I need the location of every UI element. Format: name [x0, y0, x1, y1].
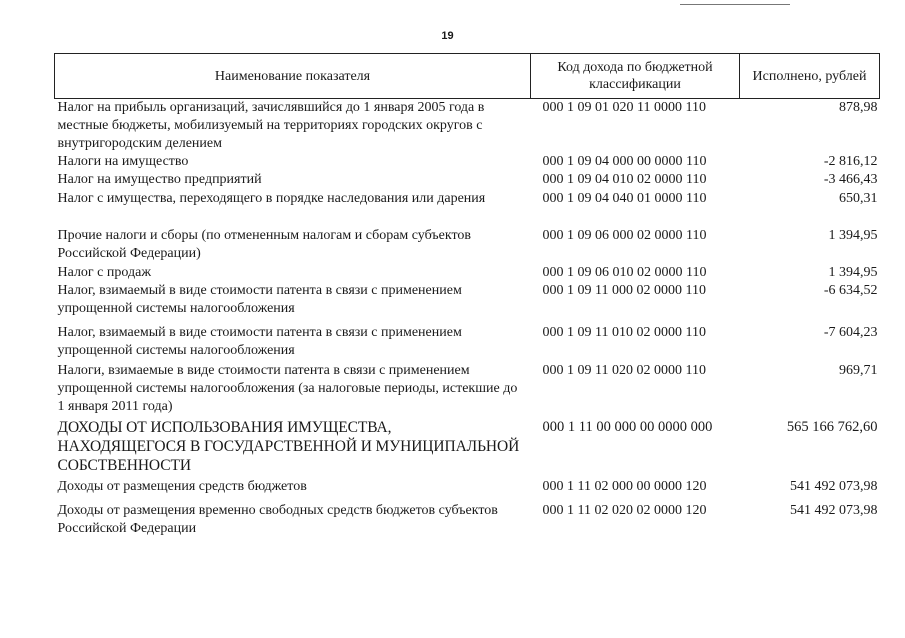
row-name: Налоги на имущество — [57, 154, 189, 169]
row-code: 000 1 09 06 000 02 0000 110 — [542, 228, 707, 243]
row-amount: -2 816,12 — [823, 154, 878, 169]
row-amount: 969,71 — [839, 363, 878, 378]
row-name: Доходы от размещения средств бюджетов — [57, 479, 307, 494]
row-code: 000 1 09 11 010 02 0000 110 — [542, 325, 706, 340]
table-row — [55, 324, 880, 362]
row-name: Налог с продаж — [57, 265, 151, 280]
row-amount: 1 394,95 — [828, 228, 878, 243]
row-name: ДОХОДЫ ОТ ИСПОЛЬЗОВАНИЯ ИМУЩЕСТВА, НАХОДЯЩЕГОСЯ В ГОСУДАРСТВЕННОЙ И МУНИЦИПАЛЬНОЙ СОБСТВЕННОСТИ — [57, 419, 520, 474]
row-amount: 650,31 — [839, 191, 878, 206]
table-row — [55, 99, 880, 154]
row-code: 000 1 09 04 000 00 0000 110 — [542, 154, 707, 169]
table-row — [55, 478, 880, 502]
row-code: 000 1 09 01 020 11 0000 110 — [542, 100, 706, 115]
table-row — [55, 264, 880, 282]
row-name: Налог, взимаемый в виде стоимости патента в связи с применением упрощенной системы налогообложения — [57, 325, 462, 358]
page-number: 19 — [441, 30, 454, 42]
row-name: Налог с имущества, переходящего в порядке наследования или дарения — [57, 191, 486, 206]
table-header-row — [55, 54, 880, 99]
table-row — [55, 171, 880, 190]
row-amount: -6 634,52 — [823, 283, 878, 298]
row-amount: 541 492 073,98 — [790, 503, 878, 518]
row-code: 000 1 11 00 000 00 0000 000 — [542, 419, 713, 435]
table-row — [55, 418, 880, 478]
row-code: 000 1 09 04 040 01 0000 110 — [542, 191, 707, 206]
header-code: Код дохода по бюджетной классификации — [531, 54, 740, 99]
row-name: Прочие налоги и сборы (по отмененным налогам и сборам субъектов Российской Федерации) — [57, 228, 472, 261]
row-name: Налог, взимаемый в виде стоимости патента в связи с применением упрощенной системы налогообложения — [57, 283, 462, 316]
revenue-table — [54, 53, 880, 540]
table-row — [55, 227, 880, 264]
row-amount: 565 166 762,60 — [786, 419, 878, 435]
row-code: 000 1 11 02 020 02 0000 120 — [542, 503, 707, 518]
table-row — [55, 153, 880, 171]
table-row — [55, 282, 880, 324]
row-code: 000 1 11 02 000 00 0000 120 — [542, 479, 707, 494]
row-name: Доходы от размещения временно свободных средств бюджетов субъектов Российской Федерации — [57, 503, 498, 536]
table-row — [55, 362, 880, 418]
table-row — [55, 190, 880, 227]
header-amount: Исполнено, рублей — [740, 54, 880, 99]
header-name: Наименование показателя — [55, 54, 531, 99]
row-code: 000 1 09 04 010 02 0000 110 — [542, 172, 707, 187]
row-amount: -3 466,43 — [823, 172, 878, 187]
row-amount: 878,98 — [839, 100, 878, 115]
row-code: 000 1 09 11 020 02 0000 110 — [542, 363, 706, 378]
row-amount: -7 604,23 — [823, 325, 878, 340]
row-amount: 1 394,95 — [828, 265, 878, 280]
row-amount: 541 492 073,98 — [790, 479, 878, 494]
row-name: Налог на прибыль организаций, зачислявшийся до 1 января 2005 года в местные бюджеты, мобилизуемый на территориях городских округов с внутригородским делением — [57, 100, 485, 151]
row-code: 000 1 09 11 000 02 0000 110 — [542, 283, 706, 298]
row-code: 000 1 09 06 010 02 0000 110 — [542, 265, 707, 280]
table-row — [55, 502, 880, 540]
row-name: Налоги, взимаемые в виде стоимости патента в связи с применением упрощенной системы налогообложения (за налоговые периоды, истекшие до 1 января 2011 года) — [57, 363, 518, 414]
row-name: Налог на имущество предприятий — [57, 172, 262, 187]
top-rule — [680, 4, 790, 5]
